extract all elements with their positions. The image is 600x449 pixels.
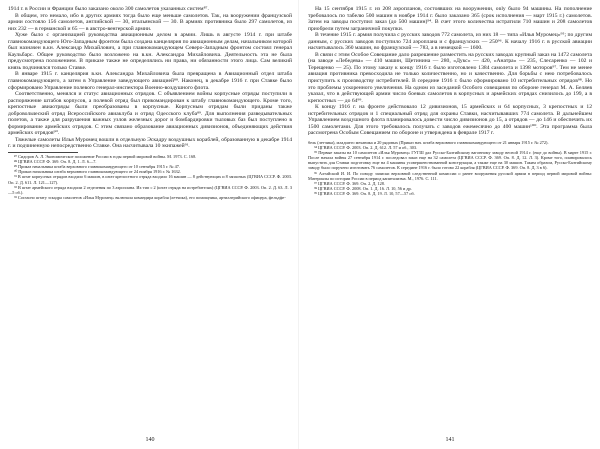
page-number: 141 — [445, 437, 455, 443]
left-paragraph: Хуже было с организацией руководства авиационным делом в армии. Лишь в августе 1914 г. при штабе главнокомандующего Юго-Западным фронтом была создана канцелярия по авиационным делам, начальником которой был назначен в.кн. Александр Михайлович, а при главнокомандующем Северо-Западным фронтом состоял генерал Каульбарс. Общее руководство было возложено на в.кн. Александра Михайловича. Деятельность эта не была предусмотрена положением. В приказе также не определялись ни права, ни обязанности этого лица. Сам великий князь подчинялся только Ставке. — [8, 32, 292, 71]
page-gutter — [298, 0, 299, 449]
left-paragraph: В общем, это немало, ибо в других армиях тогда было еще меньше самолетов. Так, на вооружении французской армии состояло 156 самолетов, английской — 30, итальянской — 30. В армиях противника было 297 самолетов, из них 232 — в германской и 65 — в австро-венгерской армии. — [8, 12, 292, 32]
footnote: ⁸⁷ Сидоров А. Л. Экономическое положение России в годы первой мировой войны. М. 1973. С. 168. — [14, 154, 197, 160]
left-paragraph: Тяжелые самолеты Илья Муромец вошли в отдельную Эскадру воздушных кораблей, образованную в декабре 1914 г. и подчиненную непосредственно Ставке. Она насчитывала 10 экипажей⁹¹. — [8, 136, 292, 150]
footnote: ⁹⁶ Алтайский И. И. По поводу записки верховной следственной комиссии о ранее вооружения русской армии в период первой мировой войны: Материалы по истории России в период капитализма. М., 1976. С. 111. — [308, 170, 592, 181]
right-footnotes — [308, 140, 592, 196]
left-page — [8, 6, 292, 443]
footnote: ⁹⁹ ЦГВИА СССР. Ф. 369. Оп. 8. Д. 19. Л. 10, 57—57 об. — [314, 190, 415, 196]
left-paragraph: 1914 г. в России и Франции было заказано около 300 самолетов указанных систем⁸⁷. — [8, 6, 209, 12]
left-footnotes — [8, 154, 292, 200]
left-paragraph: В январе 1915 г. канцелярия в.кн. Александра Михайловича была превращена в Авиационный отдел штаба главнокомандующего, а затем в Управление заведующего авиацией⁸⁸. Наконец, в декабре 1916 г. при Ставке было сформировано Управление полевого генерал-инспектора Военно-воздушного флота. — [8, 71, 292, 91]
footnote: ⁸⁸ ЦГВИА СССР. Ф. 369. Оп. 8. Д. 1. Л. 6—7. — [14, 159, 97, 165]
footnote: ⁹⁵ Первые заказы на 10 самолетов «Илья Муромец» ГУГШ дал Русско-Балтийскому вагонному заводу весной 1914 г. (еще до войны). В марте 1915 г. После начала войны 27 сентября 1914 г. последовал заказ еще на 32 самолета (ЦГВИА СССР. Ф. 369. Оп. 8. Д. 12. Л. 3). Кроме того, планировалось выпустить для Ставки подготовку еще на 4 машины усовершенствованной конструкции, а также еще на 30 машин. Таким образом, Русско-Балтийскому заводу было поручено изготовить 76 самолетов. К середине 1916 г. было готово 22 корабля (ЦГВИА СССР. Ф. 369. Оп. 8. Д. 3 в 6). — [308, 150, 592, 171]
right-paragraph: На 15 сентября 1915 г. из 208 аэропланов, состоявших на вооружении, only было 94 машины. На пополнение требовалось по табелю 500 машин в ноябре 1914 г. было заказано 365 (срок исполнения — март 1915 г.) самолетов. Затем на заводы поступил заказ (до 500 машин)⁹⁴. В счет этого количества истратили 710 машин и 208 самолетов приобрели путем заграничной покупки. — [308, 6, 592, 32]
right-paragraph: В связи с этим Особое Совещание дало разрешение разместить на русских заводах крупный заказ на 1472 самолета (на заводе «Лебедева» — 410 машин, Щетинина — 280, «Дукс» — 420, «Анатра» — 235, Слесаренко — 102 и Терещенко — 25). По этому заказу к концу 1916 г. было изготовлено 1384 самолета и 1398 моторов⁹⁷. Тем не менее авиация противника превосходила не только количественно, но и качественно. Для борьбы с нею потребовалось приступить к производству истребителей. В середине 1916 г. было сформировано 10 истребительных отрядов⁹⁸. Но это проблемы ускоренного увеличения. На одном из заседаний Особого совещания по обороне генерал М. А. Беляев указал, что в действующей армии число боевых самолетов в корпусных и армейских отрядах снизилось до 199, а в крепостных — до 64⁹⁹. — [308, 51, 592, 104]
left-paragraph: Соответственно, менялся и статус авиационных отрядов. С объявлением войны корпусные отряды поступили в распоряжение штабов корпусов, а полевой отряд был прикомандирован к штабу главнокомандующего. Кроме того, крепостные авиаотряды были преобразованы в корпусные. Корпусным отрядам были приданы также добровольческий отряд Всероссийского авиаклуба и отряд Одесского клуба⁸⁹. Для выполнения разведывательных полетов, а также для разрушения важных узлов железных дорог и бомбардировки тыловых баз был поступлено в формирование армейских отрядов. С этим связано образование авиационных дивизионов, объединяющих действия армейских отрядов⁹⁰. — [8, 91, 292, 137]
footnote: ⁹¹ В штат корпусных отрядов входило 6 машин, в штат крепостного отряда входило 16 машин — 8 действующих и 8 запасных (ЦГВИА СССР. Ф. 2003. Оп. 2. Д. 611. Л. 121—127). — [8, 174, 292, 185]
left-main-text — [8, 6, 292, 150]
footnote-continued: бель (летчика), младшего механика и 20 рядовых (Приказ нач. штаба верховного главнокомандующего от 21 января 1915 г. № 272). — [308, 139, 549, 145]
footnote: ⁹⁷ ЦГВИА СССР. Ф. 369. Оп. 2. Д. 128. — [314, 180, 385, 186]
right-paragraph: К концу 1916 г. на фронте действовало 12 дивизионов, 15 армейских и 64 корпусных, 3 крепостных и 12 истребительных отрядов и 1 специальный отряд для охраны Ставки, насчитывавших 774 самолета. В дальнейшем Управлением воздушного флота планировалось довести число дивизионов до 15, а отрядов — до 146 и обеспечить их 1500 самолетами. Для этого требовалось получать с заводов ежемесячно до 400 машин¹⁰⁰. Эта программа была рассмотрена Особым Совещанием по обороне и утверждена в феврале 1917 г. — [308, 104, 592, 137]
footnote: ⁹² В штат армейского отряда входили 2 отделения по 3 аэроплана. Их тип с 2 (штат отряда на истребителях) (ЦГВИА СССР. Ф. 2003. Оп. 2. Д. 63. Л. 3—5 об.). — [8, 184, 292, 195]
footnote: ⁹⁰ Приказ начальника штаба верховного главнокомандующего от 24 ноября 1916 г. № 1632. — [14, 169, 181, 175]
page-number: 140 — [145, 437, 155, 443]
right-paragraph: В течение 1915 г. армия получила с русских заводов 772 самолета, из них 18 — типа «Илья Муромец»⁹⁵; по другим данным, с русских заводов поступило 724 аэроплана и с французских — 250⁹⁶. К началу 1916 г. в русской авиации насчитывалось 360 машин, во французской — 783, а в немецкой — 1600. — [308, 32, 592, 52]
footnote: ⁸⁹ Приказ начальника штаба верховного главнокомандующего от 10 сентября 1915 г. № 47. — [14, 164, 180, 170]
footnote-divider — [8, 152, 78, 153]
footnote: ⁹⁸ ЦГВИА СССР. Ф. 2008. Оп. 1. Д. 16. Л. 10, 56 и др. — [314, 185, 412, 191]
right-main-text — [308, 6, 592, 137]
footnote: ⁹⁴ ЦГВИА СССР. Ф. 2003. Оп. 2. Д. 612. Л. 57 и об., 303. — [314, 145, 418, 151]
right-page — [308, 6, 592, 443]
footnote: ⁹³ Согласно штату эскадра самолетов «Илья Муромец» включала командира корабля (летчика), его помощника, артиллерийского офицера, фельдфе- — [14, 194, 286, 200]
